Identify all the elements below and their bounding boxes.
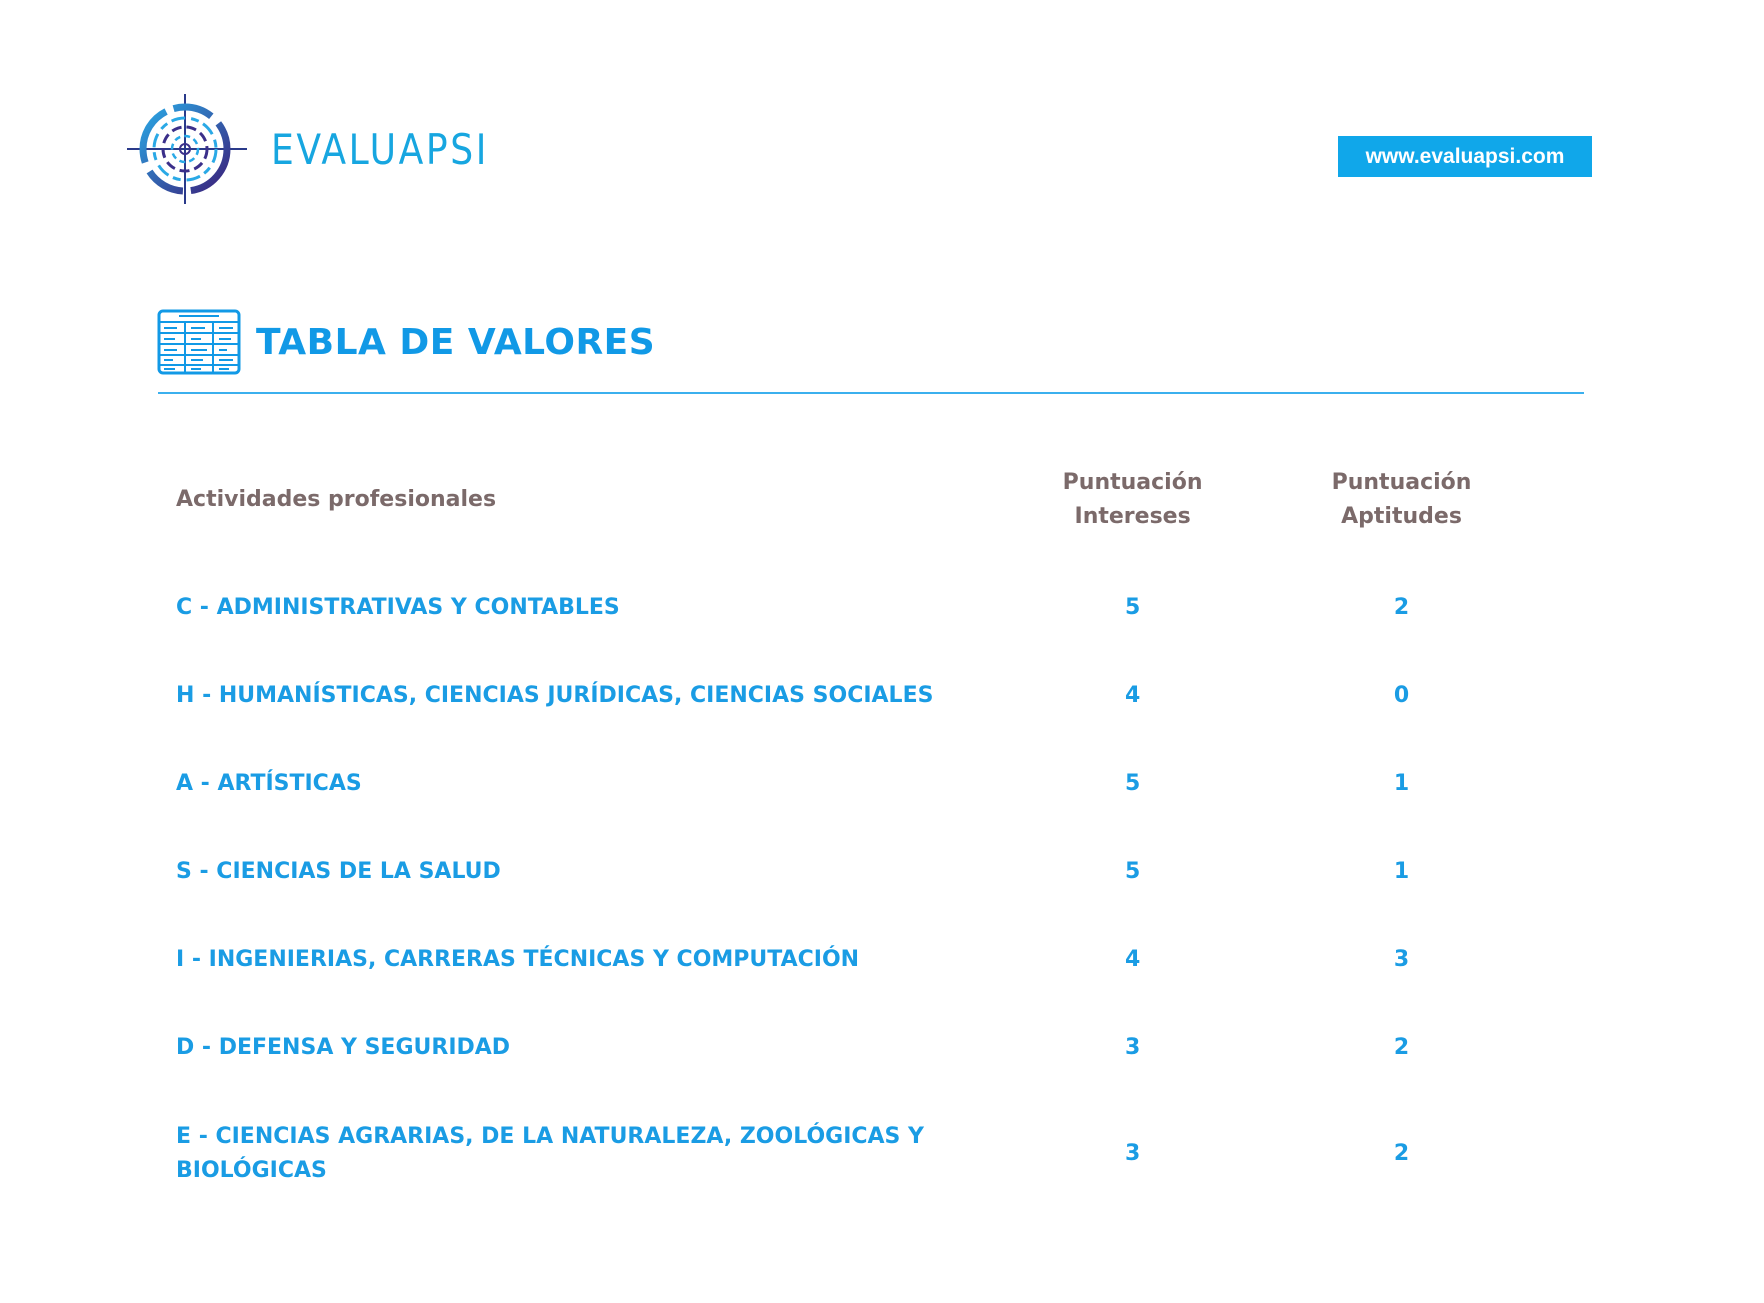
aptitudes-score: 1	[1393, 771, 1410, 796]
table-row	[176, 1092, 1536, 1216]
activity-line1: E - CIENCIAS AGRARIAS, DE LA NATURALEZA, ZOOLÓGICAS Y	[176, 1124, 924, 1149]
section-heading	[157, 309, 655, 375]
brand-logo	[127, 94, 524, 204]
table-row	[176, 1004, 1536, 1092]
activity-cell: H - HUMANÍSTICAS, CIENCIAS JURÍDICAS, CIENCIAS SOCIALES	[176, 683, 934, 708]
divider	[158, 392, 1584, 394]
aptitudes-score: 1	[1393, 859, 1410, 884]
header-aptitudes-line1: Puntuación	[1331, 470, 1472, 495]
activity-cell: A - ARTÍSTICAS	[176, 771, 362, 796]
aptitudes-score: 2	[1393, 1141, 1410, 1166]
activity-cell	[176, 1092, 998, 1216]
activity-cell: D - DEFENSA Y SEGURIDAD	[176, 1035, 511, 1060]
activity-cell: S - CIENCIAS DE LA SALUD	[176, 859, 501, 884]
interests-score: 5	[1124, 595, 1141, 620]
interests-score: 4	[1124, 947, 1141, 972]
table-header-row	[176, 460, 1536, 540]
interests-score: 5	[1124, 859, 1141, 884]
table-spacer	[176, 540, 1536, 564]
header-aptitudes-line2: Aptitudes	[1341, 504, 1462, 529]
activity-line2: BIOLÓGICAS	[176, 1158, 327, 1183]
aptitudes-score: 2	[1393, 595, 1410, 620]
table-row	[176, 916, 1536, 1004]
aptitudes-score: 3	[1393, 947, 1410, 972]
interests-score: 3	[1124, 1035, 1141, 1060]
website-link[interactable]: www.evaluapsi.com	[1338, 136, 1592, 177]
table-row	[176, 740, 1536, 828]
target-logo-icon	[127, 94, 247, 204]
interests-score: 5	[1124, 771, 1141, 796]
table-row	[176, 828, 1536, 916]
aptitudes-score: 2	[1393, 1035, 1410, 1060]
table-row	[176, 652, 1536, 740]
header-interests	[998, 460, 1267, 540]
header-interests-line1: Puntuación	[1062, 470, 1203, 495]
brand-name: EVALUAPSI	[271, 124, 489, 174]
activity-cell: C - ADMINISTRATIVAS Y CONTABLES	[176, 595, 620, 620]
activity-cell: I - INGENIERIAS, CARRERAS TÉCNICAS Y COMPUTACIÓN	[176, 947, 860, 972]
interests-score: 4	[1124, 683, 1141, 708]
values-table	[176, 460, 1536, 1216]
interests-score: 3	[1124, 1141, 1141, 1166]
table-row	[176, 564, 1536, 652]
aptitudes-score: 0	[1393, 683, 1410, 708]
page-title: TABLA DE VALORES	[256, 321, 656, 363]
table-icon	[157, 309, 241, 375]
header-aptitudes	[1267, 460, 1536, 540]
header-interests-line2: Intereses	[1074, 504, 1191, 529]
header-activity: Actividades profesionales	[176, 487, 497, 512]
